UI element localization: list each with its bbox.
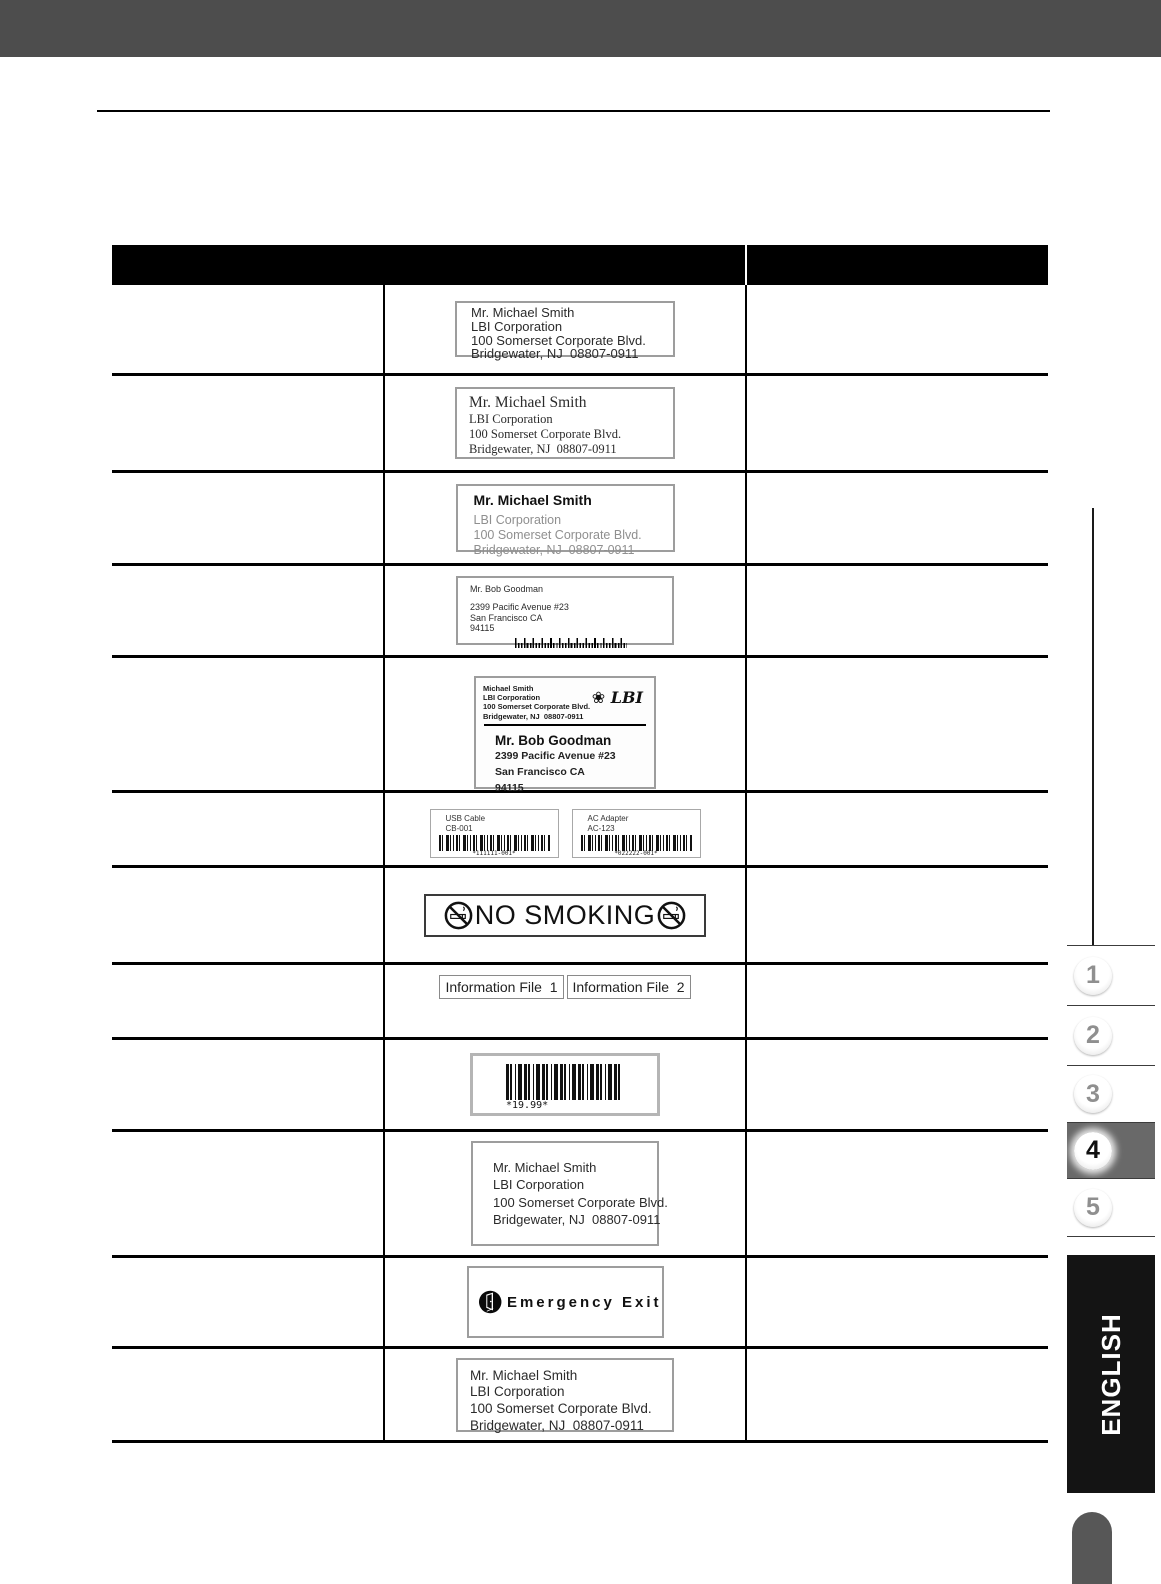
file-tab-label: Information File 2 — [567, 975, 691, 999]
chapter-tab-3 — [1067, 1065, 1155, 1122]
table-row — [112, 473, 1048, 566]
barcode-readable: *022222-001* — [614, 850, 658, 858]
label-line: LBI Corporation — [471, 318, 563, 334]
exit-door-icon — [478, 1277, 502, 1327]
language-tab-text: ENGLISH — [1095, 1312, 1126, 1436]
label-line: 100 Somerset Corporate Blvd. — [469, 427, 622, 442]
label-line: Mr. Bob Goodman — [470, 584, 544, 594]
recipient-name: Mr. Bob Goodman — [495, 733, 612, 748]
page-top-banner — [0, 0, 1161, 57]
label-line: Mr. Michael Smith — [469, 394, 587, 411]
address-label-serif — [455, 387, 675, 459]
label-line: 100 Somerset Corporate Blvd. — [473, 527, 642, 542]
file-tab-label: Information File 1 — [439, 975, 563, 999]
label-line: Bridgewater, NJ 08807-0911 — [470, 1418, 644, 1434]
label-line: Bridgewater, NJ 08807-0911 — [469, 441, 617, 456]
sender-block — [483, 684, 590, 722]
label-line: Mr. Michael Smith — [471, 305, 575, 320]
table-row — [112, 1132, 1048, 1258]
no-smoking-icon — [443, 900, 474, 931]
lbi-logo: ❀ LBI — [591, 687, 643, 707]
no-smoking-sign — [424, 894, 706, 937]
chapter-tab-1 — [1067, 945, 1155, 1005]
label-line: Bridgewater, NJ 08807-0911 — [473, 542, 635, 557]
chapter-tab-strip — [1067, 945, 1155, 1237]
label-line: 100 Somerset Corporate Blvd. — [483, 702, 591, 712]
address-label-sans — [455, 301, 675, 362]
price-barcode-label — [470, 1053, 660, 1116]
chapter-tab-2 — [1067, 1005, 1155, 1065]
barcode — [581, 835, 692, 851]
label-line: LBI Corporation — [469, 412, 553, 427]
flower-icon: ❀ — [591, 687, 606, 707]
label-line: LBI Corporation — [483, 692, 541, 702]
address-label-bold-name — [456, 484, 675, 557]
label-line: Michael Smith — [483, 683, 534, 693]
chapter-number-badge: 5 — [1074, 1189, 1112, 1227]
label-line: CB-001 — [445, 823, 473, 833]
page-edge-thumb-tab — [1072, 1512, 1112, 1584]
language-tab — [1067, 1255, 1155, 1493]
table-row — [112, 1349, 1048, 1443]
label-line: AC Adapter — [587, 813, 629, 823]
chapter-number-badge: 1 — [1074, 957, 1112, 995]
section-divider-line — [97, 110, 1050, 112]
label-line: Mr. Michael Smith — [470, 1367, 578, 1383]
no-smoking-icon — [656, 900, 687, 931]
barcode — [439, 835, 550, 851]
table-row — [112, 285, 1048, 376]
table-row — [112, 965, 1048, 1040]
postnet-address-label — [456, 576, 674, 645]
table-row — [112, 376, 1048, 473]
table-row — [112, 658, 1048, 793]
table-row — [112, 1258, 1048, 1349]
table-row — [112, 1040, 1048, 1132]
label-line: LBI Corporation — [473, 512, 562, 527]
label-line: San Francisco CA — [470, 612, 543, 623]
chapter-number-badge: 2 — [1074, 1017, 1112, 1055]
postnet-barcode — [515, 638, 627, 648]
shipping-label — [474, 676, 656, 794]
label-rule — [484, 724, 646, 726]
label-line: Mr. Michael Smith — [493, 1160, 597, 1176]
asset-barcode-label — [572, 809, 701, 858]
table-header-divider — [745, 245, 747, 285]
table-row — [112, 868, 1048, 965]
label-line: 100 Somerset Corporate Blvd. — [471, 332, 646, 348]
emergency-exit-sign — [467, 1266, 664, 1338]
label-examples-table — [112, 245, 1048, 1443]
table-row — [112, 566, 1048, 658]
table-header-row — [112, 245, 1048, 285]
chapter-tab-4-active — [1067, 1122, 1155, 1178]
chapter-number-badge: 3 — [1074, 1075, 1112, 1113]
label-line: LBI Corporation — [493, 1177, 585, 1193]
sign-text: Emergency Exit — [506, 1293, 662, 1311]
chapter-tab-5 — [1067, 1178, 1155, 1237]
address-label-tall — [471, 1141, 668, 1246]
chapter-number-badge: 4 — [1074, 1132, 1112, 1170]
label-line: 2399 Pacific Avenue #23 — [495, 750, 616, 762]
label-line: 94115 — [470, 623, 495, 634]
label-line: Mr. Michael Smith — [473, 492, 592, 508]
label-line: USB Cable — [445, 813, 486, 823]
label-line: Bridgewater, NJ 08807-0911 — [471, 346, 639, 362]
label-line: LBI Corporation — [470, 1384, 565, 1400]
label-line: Bridgewater, NJ 08807-0911 — [483, 711, 584, 721]
barcode-readable: *111111-001* — [472, 850, 516, 858]
address-label-sans — [456, 1358, 674, 1432]
label-line: 94115 — [495, 781, 524, 794]
barcode-readable: *19.99* — [506, 1100, 549, 1111]
barcode — [506, 1064, 622, 1100]
table-row — [112, 793, 1048, 868]
label-line: 2399 Pacific Avenue #23 — [470, 601, 569, 612]
asset-barcode-label — [430, 809, 559, 858]
label-line: 100 Somerset Corporate Blvd. — [493, 1194, 668, 1210]
sign-text: NO SMOKING — [474, 899, 656, 930]
label-line: San Francisco CA — [495, 765, 585, 778]
label-line: AC-123 — [587, 823, 615, 833]
label-line: 100 Somerset Corporate Blvd. — [470, 1401, 652, 1417]
margin-rule — [1092, 508, 1094, 945]
label-line: Bridgewater, NJ 08807-0911 — [493, 1211, 661, 1227]
